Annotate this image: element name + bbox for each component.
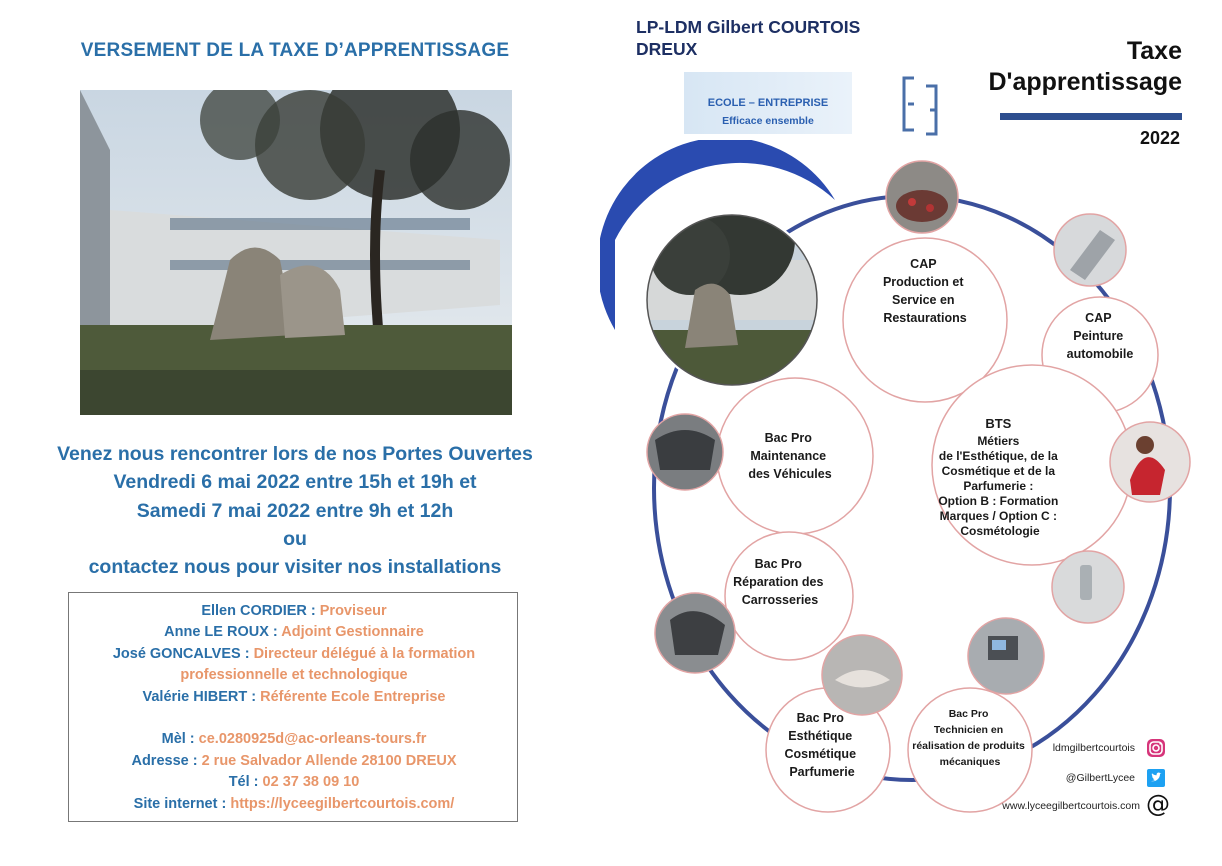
open-house-line-3: Samedi 7 mai 2022 entre 9h et 12h [136,500,454,522]
brochure-title: Taxe D'apprentissage [988,37,1182,96]
contact-row: Valérie HIBERT : Référente Ecole Entreprise [142,689,446,705]
at-sign-icon[interactable]: @ [1146,790,1170,818]
svg-text:Bac Pro Réparation des: Bac Pro Réparation des Carrosseries [733,557,824,607]
contact-row: Anne LE ROUX : Adjoint Gestionnaire [164,624,424,640]
contact-row: José GONCALVES : Directeur délégué à la formation [112,646,476,662]
contact-row: Ellen CORDIER : Proviseur [201,603,387,619]
cosmetique-photo-circle [1052,551,1124,623]
bac-maintenance-label: Bac Pro [764,431,812,445]
open-house-line-2: Vendredi 6 mai 2022 entre 15h et 19h et [113,471,477,493]
open-house-line-1: Venez nous rencontrer lors de nos Portes Ouvertes [57,443,533,465]
open-house-line-5: contactez nous pour visiter nos installations [88,556,502,578]
cap-restauration-label: CAP [910,257,937,271]
twitter-icon[interactable] [1146,768,1166,788]
instagram-handle[interactable]: ldmgilbertcourtois [1052,742,1135,754]
email-row: Mèl : ce.0280925d@ac-orleans-tours.fr [161,731,427,747]
instagram-icon[interactable] [1146,738,1166,758]
school-name: LP-LDM Gilbert COURTOIS DREUX [636,17,861,59]
svg-text:CAP Peinture automobil: CAP Peinture automobile [1066,311,1134,361]
cap-peinture-label: CAP [1085,311,1112,325]
svg-text:BTS Métiers de l'Esthé: BTS Métiers de l'Esthétique, de la Cosmétique et de la Parfumerie : Option B : Formation Marques / Option C : Cosmétologie [938,416,1059,538]
svg-text:CAP Production et Serv: CAP Production et Service en Restaurations [882,257,967,325]
website-text[interactable]: www.lyceegilbertcourtois.com [1002,800,1140,812]
ecole-entreprise-title: ECOLE – ENTREPRISE [707,97,829,109]
left-title: VERSEMENT DE LA TAXE D’APPRENTISSAGE [80,40,510,61]
website-link[interactable]: https://lyceegilbertcourtois.com/ [230,796,455,812]
twitter-handle[interactable]: @GilbertLycee [1065,772,1135,784]
formations-diagram [600,140,1222,866]
svg-text:Bac Pro Esthétique Cos: Bac Pro Esthétique Cosmétique Parfumerie [784,711,857,779]
ecole-entreprise-subtitle: Efficace ensemble [722,115,814,127]
contact-row: professionnelle et technologique [180,667,408,683]
brochure-year: 2022 [1139,128,1180,148]
school-photo [80,90,512,415]
open-house-or: ou [283,528,307,550]
phone-row: Tél : 02 37 38 09 10 [228,774,360,790]
contact-box [68,592,518,822]
bts-label: BTS [985,416,1012,431]
website-row: Site internet : https://lyceegilbertcourtois.com/ [133,796,455,812]
bac-technicien-label: Bac Pro [948,708,989,720]
address-row: Adresse : 2 rue Salvador Allende 28100 DREUX [131,753,457,769]
esthetique-photo-circle [822,635,902,715]
bac-esthetique-label: Bac Pro [796,711,844,725]
bac-carrosseries-label: Bac Pro [754,557,802,571]
usinage-photo-circle [968,618,1044,694]
carrosserie-photo-circle [655,593,735,673]
peinture-photo-circle [1054,214,1126,286]
svg-text:Bac Pro Technicien en: Bac Pro Technicien en réalisation de produits mécaniques [912,708,1025,768]
bts-photo-circle [1110,422,1190,502]
email-link[interactable]: ce.0280925d@ac-orleans-tours.fr [198,731,427,747]
title-underline [1000,113,1182,120]
restauration-photo-circle [886,161,958,233]
maintenance-photo-circle [647,414,723,490]
svg-text:Bac Pro Maintenance de: Bac Pro Maintenance des Véhicules [748,431,832,481]
school-photo-circle [640,185,840,400]
